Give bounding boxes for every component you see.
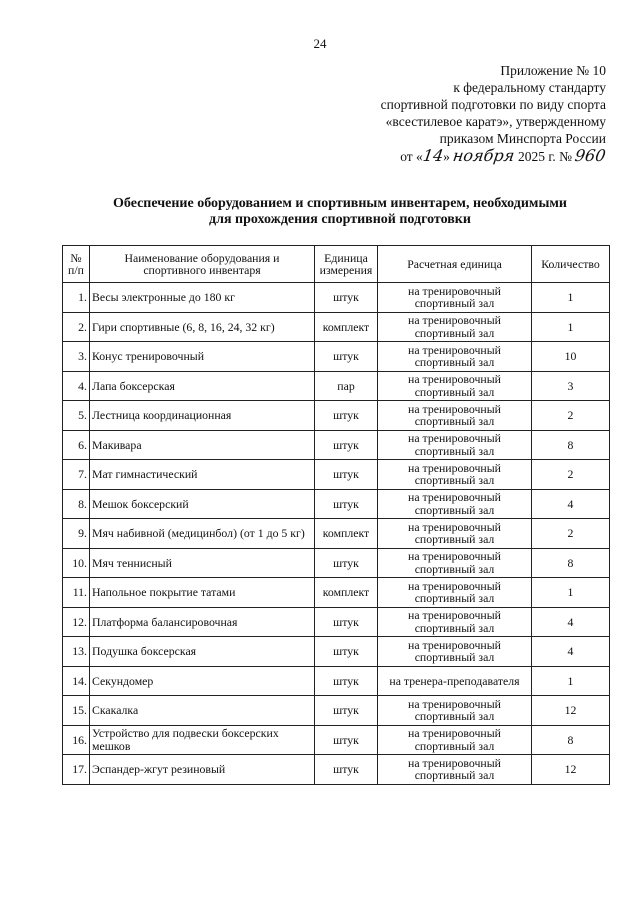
cell-qty: 2 bbox=[532, 460, 610, 490]
table-header-row bbox=[63, 246, 610, 283]
cell-unit: штук bbox=[315, 607, 378, 637]
cell-qty: 12 bbox=[532, 696, 610, 726]
header-qty: Количество bbox=[532, 246, 610, 283]
cell-name: Мяч теннисный bbox=[90, 548, 315, 578]
handwritten-order-number: 960 bbox=[574, 146, 608, 165]
table-row bbox=[63, 460, 610, 490]
document-title bbox=[60, 196, 620, 228]
title-line: для прохождения спортивной подготовки bbox=[209, 212, 471, 227]
table-body bbox=[63, 283, 610, 785]
cell-calc: на тренера-преподавателя bbox=[378, 666, 532, 696]
handwritten-day: 14 bbox=[421, 146, 445, 165]
cell-calc: на тренировочный спортивный зал bbox=[378, 371, 532, 401]
cell-num: 16. bbox=[63, 725, 90, 755]
date-prefix: от « bbox=[400, 149, 423, 164]
header-num: № п/п bbox=[63, 246, 90, 283]
cell-unit: штук bbox=[315, 755, 378, 785]
table-row bbox=[63, 607, 610, 637]
cell-calc: на тренировочный спортивный зал bbox=[378, 312, 532, 342]
cell-calc: на тренировочный спортивный зал bbox=[378, 755, 532, 785]
table-row bbox=[63, 489, 610, 519]
cell-unit: штук bbox=[315, 401, 378, 431]
table-row bbox=[63, 725, 610, 755]
appendix-line: «всестилевое каратэ», утвержденному bbox=[385, 114, 606, 129]
cell-name: Платформа балансировочная bbox=[90, 607, 315, 637]
cell-num: 14. bbox=[63, 666, 90, 696]
cell-name: Мешок боксерский bbox=[90, 489, 315, 519]
cell-qty: 10 bbox=[532, 342, 610, 372]
table-row bbox=[63, 430, 610, 460]
cell-calc: на тренировочный спортивный зал bbox=[378, 401, 532, 431]
cell-name: Мат гимнастический bbox=[90, 460, 315, 490]
title-line: Обеспечение оборудованием и спортивным инвентарем, необходимыми bbox=[113, 196, 567, 211]
cell-name: Секундомер bbox=[90, 666, 315, 696]
date-quote-close: » bbox=[443, 149, 450, 164]
header-calc: Расчетная единица bbox=[378, 246, 532, 283]
cell-num: 11. bbox=[63, 578, 90, 608]
cell-unit: штук bbox=[315, 725, 378, 755]
table-row bbox=[63, 696, 610, 726]
cell-name: Подушка боксерская bbox=[90, 637, 315, 667]
cell-qty: 4 bbox=[532, 637, 610, 667]
cell-num: 10. bbox=[63, 548, 90, 578]
header-unit: Единица измерения bbox=[315, 246, 378, 283]
table-row bbox=[63, 519, 610, 549]
table-row bbox=[63, 312, 610, 342]
cell-calc: на тренировочный спортивный зал bbox=[378, 637, 532, 667]
cell-num: 4. bbox=[63, 371, 90, 401]
cell-num: 12. bbox=[63, 607, 90, 637]
cell-name: Устройство для подвески боксерских мешков bbox=[90, 725, 315, 755]
table-row bbox=[63, 637, 610, 667]
cell-unit: штук bbox=[315, 489, 378, 519]
cell-calc: на тренировочный спортивный зал bbox=[378, 283, 532, 313]
cell-name: Лапа боксерская bbox=[90, 371, 315, 401]
header-name: Наименование оборудования и спортивного инвентаря bbox=[90, 246, 315, 283]
cell-qty: 3 bbox=[532, 371, 610, 401]
cell-qty: 8 bbox=[532, 725, 610, 755]
cell-unit: штук bbox=[315, 548, 378, 578]
cell-calc: на тренировочный спортивный зал bbox=[378, 430, 532, 460]
cell-num: 5. bbox=[63, 401, 90, 431]
cell-name: Конус тренировочный bbox=[90, 342, 315, 372]
date-year: 2025 г. № bbox=[518, 149, 573, 164]
cell-name: Макивара bbox=[90, 430, 315, 460]
cell-calc: на тренировочный спортивный зал bbox=[378, 489, 532, 519]
cell-unit: штук bbox=[315, 637, 378, 667]
cell-qty: 12 bbox=[532, 755, 610, 785]
appendix-line: Приложение № 10 bbox=[500, 63, 606, 78]
cell-num: 8. bbox=[63, 489, 90, 519]
cell-qty: 8 bbox=[532, 548, 610, 578]
cell-name: Гири спортивные (6, 8, 16, 24, 32 кг) bbox=[90, 312, 315, 342]
table-row bbox=[63, 548, 610, 578]
appendix-line: к федеральному стандарту bbox=[453, 80, 606, 95]
cell-unit: пар bbox=[315, 371, 378, 401]
cell-num: 7. bbox=[63, 460, 90, 490]
appendix-line: приказом Минспорта России bbox=[439, 131, 606, 146]
cell-calc: на тренировочный спортивный зал bbox=[378, 342, 532, 372]
table-row bbox=[63, 371, 610, 401]
cell-num: 3. bbox=[63, 342, 90, 372]
cell-name: Весы электронные до 180 кг bbox=[90, 283, 315, 313]
cell-unit: штук bbox=[315, 342, 378, 372]
table-row bbox=[63, 283, 610, 313]
cell-qty: 8 bbox=[532, 430, 610, 460]
cell-num: 9. bbox=[63, 519, 90, 549]
appendix-date-line bbox=[381, 147, 606, 165]
table-row bbox=[63, 401, 610, 431]
cell-unit: штук bbox=[315, 430, 378, 460]
page-number: 24 bbox=[313, 36, 327, 51]
cell-name: Напольное покрытие татами bbox=[90, 578, 315, 608]
cell-calc: на тренировочный спортивный зал bbox=[378, 607, 532, 637]
cell-qty: 1 bbox=[532, 283, 610, 313]
cell-calc: на тренировочный спортивный зал bbox=[378, 578, 532, 608]
cell-unit: штук bbox=[315, 666, 378, 696]
cell-qty: 2 bbox=[532, 401, 610, 431]
table-row bbox=[63, 666, 610, 696]
cell-name: Лестница координационная bbox=[90, 401, 315, 431]
cell-calc: на тренировочный спортивный зал bbox=[378, 725, 532, 755]
cell-qty: 1 bbox=[532, 578, 610, 608]
cell-num: 6. bbox=[63, 430, 90, 460]
cell-unit: комплект bbox=[315, 519, 378, 549]
table-row bbox=[63, 578, 610, 608]
cell-num: 17. bbox=[63, 755, 90, 785]
cell-name: Эспандер-жгут резиновый bbox=[90, 755, 315, 785]
cell-unit: штук bbox=[315, 283, 378, 313]
cell-qty: 1 bbox=[532, 666, 610, 696]
cell-qty: 4 bbox=[532, 489, 610, 519]
appendix-header bbox=[381, 62, 606, 165]
equipment-table bbox=[62, 245, 610, 785]
cell-num: 15. bbox=[63, 696, 90, 726]
cell-unit: комплект bbox=[315, 578, 378, 608]
cell-name: Мяч набивной (медицинбол) (от 1 до 5 кг) bbox=[90, 519, 315, 549]
cell-name: Скакалка bbox=[90, 696, 315, 726]
cell-num: 13. bbox=[63, 637, 90, 667]
cell-calc: на тренировочный спортивный зал bbox=[378, 548, 532, 578]
handwritten-month: ноября bbox=[451, 146, 517, 165]
cell-qty: 4 bbox=[532, 607, 610, 637]
cell-calc: на тренировочный спортивный зал bbox=[378, 460, 532, 490]
cell-num: 1. bbox=[63, 283, 90, 313]
cell-unit: штук bbox=[315, 460, 378, 490]
table-row bbox=[63, 342, 610, 372]
cell-unit: штук bbox=[315, 696, 378, 726]
cell-qty: 1 bbox=[532, 312, 610, 342]
appendix-line: спортивной подготовки по виду спорта bbox=[380, 97, 606, 112]
cell-calc: на тренировочный спортивный зал bbox=[378, 519, 532, 549]
cell-unit: комплект bbox=[315, 312, 378, 342]
cell-num: 2. bbox=[63, 312, 90, 342]
cell-calc: на тренировочный спортивный зал bbox=[378, 696, 532, 726]
table-row bbox=[63, 755, 610, 785]
cell-qty: 2 bbox=[532, 519, 610, 549]
